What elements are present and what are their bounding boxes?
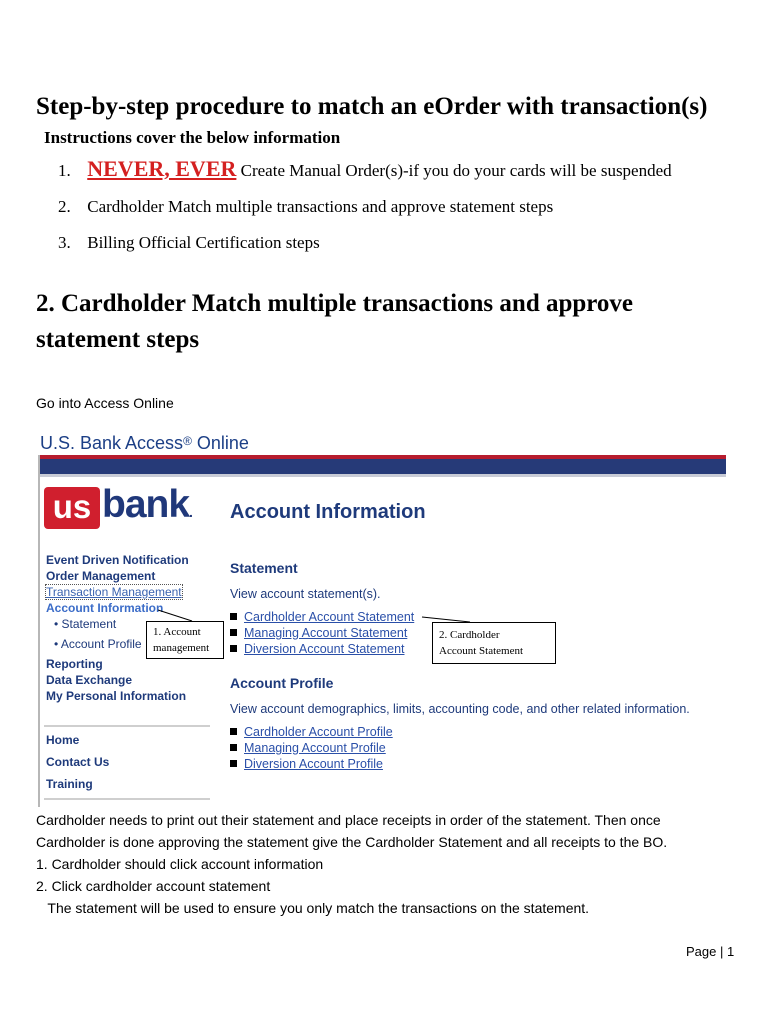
paragraph-line: 2. Click cardholder account statement <box>36 878 271 894</box>
access-online-screenshot <box>38 415 726 805</box>
list-item-3 <box>58 233 320 253</box>
page-title: Step-by-step procedure to match an eOrder with transaction(s) <box>36 93 708 120</box>
warning-text: NEVER, EVER <box>87 156 237 181</box>
nav-event-driven-notification[interactable]: Event Driven Notification <box>46 553 189 567</box>
list-text: Cardholder Match multiple transactions and approve statement steps <box>87 197 554 216</box>
statement-description: View account statement(s). <box>230 587 381 601</box>
usbank-logo: us bank. <box>44 485 208 531</box>
statement-heading: Statement <box>230 560 298 576</box>
nav-contact-us[interactable]: Contact Us <box>46 755 110 769</box>
account-profile-description: View account demographics, limits, accounting code, and other related information. <box>230 702 690 716</box>
paragraph-line: 1. Cardholder should click account information <box>36 856 324 872</box>
link-cardholder-account-profile[interactable]: Cardholder Account Profile <box>230 725 393 739</box>
link-diversion-account-profile[interactable]: Diversion Account Profile <box>230 757 383 771</box>
intro-text: Instructions cover the below information <box>44 128 341 147</box>
account-profile-heading: Account Profile <box>230 675 334 691</box>
link-cardholder-account-statement[interactable]: Cardholder Account Statement <box>230 610 414 624</box>
list-text: Billing Official Certification steps <box>87 233 320 252</box>
nav-order-management[interactable]: Order Management <box>46 569 156 583</box>
nav-account-profile[interactable]: • Account Profile <box>54 637 142 651</box>
link-diversion-account-statement[interactable]: Diversion Account Statement <box>230 642 405 656</box>
nav-transaction-management[interactable]: Transaction Management <box>46 585 182 599</box>
nav-account-information[interactable]: Account Information <box>46 601 164 615</box>
list-number: 2. <box>58 197 71 216</box>
nav-my-personal-information[interactable]: My Personal Information <box>46 689 187 703</box>
list-item-1 <box>58 156 672 182</box>
nav-data-exchange[interactable]: Data Exchange <box>46 673 133 687</box>
list-number: 1. <box>58 161 71 180</box>
nav-reporting[interactable]: Reporting <box>46 657 103 671</box>
page-number: Page | 1 <box>686 944 735 959</box>
paragraph-line: The statement will be used to ensure you only match the transactions on the statement. <box>36 900 590 916</box>
list-text: Create Manual Order(s)-if you do your cards will be suspended <box>236 161 672 180</box>
link-managing-account-statement[interactable]: Managing Account Statement <box>230 626 407 640</box>
callout-connectors <box>38 415 726 805</box>
nav-training[interactable]: Training <box>46 777 93 791</box>
callout-account-management: 1. Account management <box>146 621 224 659</box>
app-title: U.S. Bank Access® Online <box>40 433 249 453</box>
list-item-2 <box>58 197 553 217</box>
paragraph-line: Cardholder needs to print out their statement and place receipts in order of the statement. Then once <box>36 812 661 828</box>
nav-statement[interactable]: • Statement <box>54 617 117 631</box>
account-information-heading: Account Information <box>230 501 426 523</box>
go-into-text: Go into Access Online <box>36 395 174 411</box>
callout-cardholder-account-statement: 2. Cardholder Account Statement <box>432 622 556 664</box>
paragraph-line: Cardholder is done approving the statement give the Cardholder Statement and all receipts to the BO. <box>36 834 668 850</box>
list-number: 3. <box>58 233 71 252</box>
link-managing-account-profile[interactable]: Managing Account Profile <box>230 741 386 755</box>
nav-home[interactable]: Home <box>46 733 80 747</box>
section-heading: 2. Cardholder Match multiple transactions and approve statement steps <box>36 290 634 353</box>
